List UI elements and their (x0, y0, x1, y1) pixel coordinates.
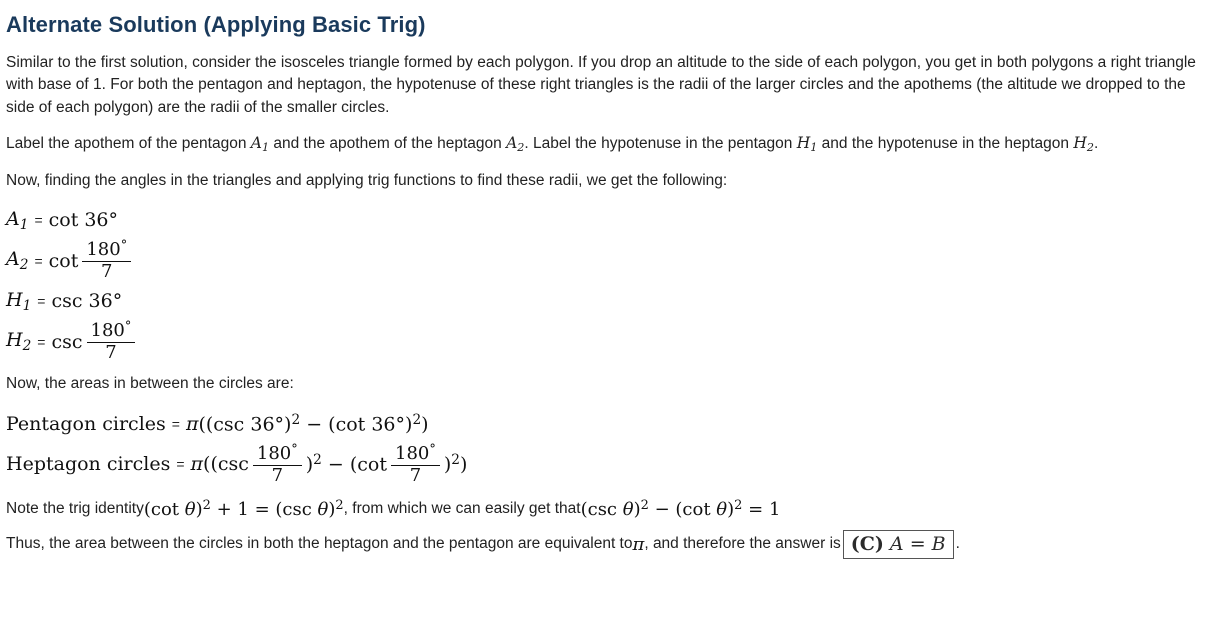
fraction-numerator: 180° (90, 319, 132, 342)
equals-sign: = (34, 252, 43, 269)
fraction-denominator: 7 (87, 342, 136, 363)
paragraph-areas: Now, the areas in between the circles are: (6, 375, 294, 393)
fraction-180-7 (82, 239, 131, 282)
paragraph-intro: Similar to the first solution, consider the isosceles triangle formed by each polygon. If you drop an altitude to the side of each polygon, you get in both polygons a right triangle with base of 1. For both the pentagon and heptagon, the hypotenuse of these right triangles is the radii of the larger circles and the apothems (the altitude we dropped to the side of each polygon) are the radii of the smaller circles. (6, 54, 1196, 116)
cot-function: cot (48, 249, 79, 272)
identity-expression-2: (csc θ)$^2$ − (cot θ)$^2$ = 1 (580, 497, 781, 520)
equals-sign: = (37, 293, 46, 310)
p2-text-b: and the apothem of the heptagon (269, 135, 507, 153)
fraction-numerator: 180° (86, 238, 128, 261)
equals-sign: = (171, 415, 180, 432)
fraction-numerator: 180° (256, 441, 298, 464)
paragraph-conclusion (6, 530, 1204, 559)
pi-symbol: π (632, 533, 645, 555)
label-H1: $H_1$ (796, 134, 818, 155)
equation-A2-lhs: $A_2$ (6, 248, 29, 274)
label-A1: $A_1$ (250, 134, 270, 155)
equation-heptagon-circles (6, 443, 1204, 486)
conclusion-text-a: Thus, the area between the circles in both the heptagon and the pentagon are equivalent to (6, 535, 633, 553)
heptagon-expression-mid: )$^2$ − (cot (305, 452, 387, 476)
equation-H2-lhs: $H_2$ (6, 329, 32, 355)
p2-text-d: and the hypotenuse in the heptagon (817, 135, 1074, 153)
paragraph-angles: Now, finding the angles in the triangles and applying trig functions to find these radii, we get the following: (6, 171, 728, 189)
pi-symbol: π (185, 412, 199, 435)
fraction-180-7 (87, 320, 136, 363)
equation-pentagon-circles (6, 409, 1204, 439)
identity-expression-1: (cot θ)$^2$ + 1 = (csc θ)$^2$ (143, 497, 344, 520)
label-H2: $H_2$ (1073, 134, 1094, 155)
fraction-180-7 (391, 443, 440, 486)
paragraph-labels (6, 132, 1204, 156)
pentagon-expression: ((csc 36°)$^2$ − (cot 36°)$^2$) (198, 411, 429, 436)
p2-text-a: Label the apothem of the pentagon (6, 135, 251, 153)
fraction-denominator: 7 (253, 465, 302, 486)
conclusion-text-c: . (955, 535, 960, 553)
fraction-numerator: 180° (395, 441, 436, 464)
conclusion-text-b: , and therefore the answer is (644, 535, 841, 553)
pentagon-circles-label: Pentagon circles (6, 412, 166, 435)
fraction-denominator: 7 (82, 261, 131, 282)
pi-symbol: π (190, 453, 204, 476)
equals-sign: = (37, 333, 46, 350)
label-A2: $A_2$ (506, 134, 525, 155)
angle-36: 36° (84, 209, 119, 232)
identity-text-b: , from which we can easily get that (343, 499, 581, 517)
heptagon-circles-label: Heptagon circles (6, 453, 171, 476)
csc-function: csc (51, 290, 83, 313)
fraction-180-7 (253, 443, 302, 486)
page-title: Alternate Solution (Applying Basic Trig) (6, 12, 426, 37)
fraction-denominator: 7 (391, 465, 440, 486)
angle-36: 36° (88, 290, 123, 313)
heptagon-expression-open: ((csc (203, 453, 249, 476)
equals-sign: = (176, 456, 185, 473)
equation-H2 (6, 320, 1204, 363)
equals-sign: = (34, 212, 43, 229)
equation-A1-lhs: $A_1$ (6, 207, 29, 233)
p2-text-c: . Label the hypotenuse in the pentagon (524, 135, 797, 153)
equation-A1 (6, 205, 1204, 235)
equation-A2 (6, 239, 1204, 282)
answer-box: (C) A = B (843, 530, 954, 559)
equation-H1-lhs: $H_1$ (6, 288, 32, 314)
cot-function: cot (48, 209, 79, 232)
heptagon-expression-close: )$^2$) (443, 452, 468, 476)
paragraph-identity (6, 498, 1204, 520)
csc-function: csc (51, 330, 83, 353)
equation-H1 (6, 286, 1204, 316)
p2-text-e: . (1093, 135, 1099, 153)
identity-text-a: Note the trig identity (6, 499, 144, 517)
